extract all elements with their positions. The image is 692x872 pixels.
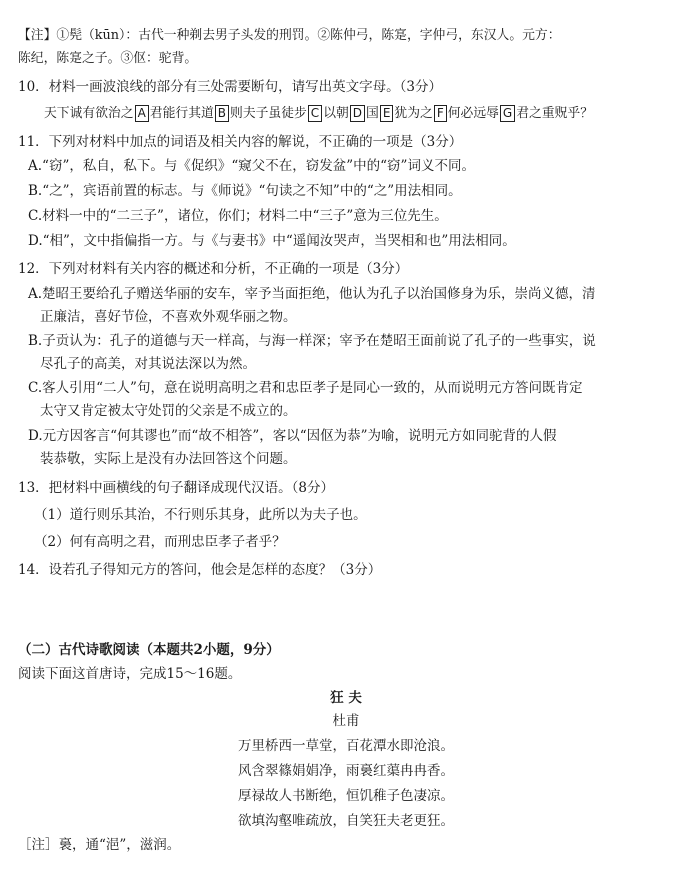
q10-segment: 君之重贶乎？ (516, 106, 593, 121)
poem-line-4: 欲填沟壑唯疏放，自笑狂夫老更狂。 (238, 813, 454, 829)
q12-stem: 12．下列对材料有关内容的概述和分析，不正确的一项是（3分） (18, 261, 409, 277)
poem-line-1: 万里桥西一草堂，百花潭水即沧浪。 (238, 738, 454, 754)
q13-stem: 13．把材料中画横线的句子翻译成现代汉语。（8分） (18, 480, 335, 496)
note-top-line-2: 陈纪，陈寔之子。③伛：驼背。 (18, 51, 198, 66)
q10-segment: 犹为之 (394, 106, 433, 121)
q10-letter-box: F (434, 105, 447, 122)
note-top-line-1: 【注】①髡（kūn）：古代一种剃去男子头发的刑罚。②陈仲弓，陈寔，字仲弓，东汉人。元方： (18, 28, 561, 43)
q10-segment: 国 (366, 106, 379, 121)
q10-segment: 何必远辱 (447, 106, 499, 121)
q12-option-d-line2: 装恭敬，实际上是没有办法回答这个问题。 (40, 451, 297, 467)
q11-option-c: C.材料一中的“二三子”，诸位，你们；材料二中“三子”意为三位先生。 (28, 208, 448, 224)
q10-letter-box: G (500, 105, 515, 122)
q10-passage (44, 104, 593, 124)
poem-line-3: 厚禄故人书断绝，恒饥稚子色凄凉。 (238, 788, 454, 804)
q11-stem: 11．下列对材料中加点的词语及相关内容的解说，不正确的一项是（3分） (18, 134, 463, 150)
poem-title: 狂 夫 (330, 690, 362, 706)
q10-letter-box: E (380, 105, 394, 122)
q10-letter-box: B (215, 105, 229, 122)
poem-author: 杜甫 (332, 713, 360, 729)
section2-instruction: 阅读下面这首唐诗，完成15～16题。 (18, 666, 242, 682)
q13-item-2: （2）何有高明之君，而刑忠臣孝子者乎？ (34, 534, 286, 550)
q12-option-c-line1: C.客人引用“二人”句，意在说明高明之君和忠臣孝子是同心一致的，从而说明元方答问既肯定 (28, 380, 583, 396)
q10-stem: 10．材料一画波浪线的部分有三处需要断句，请写出英文字母。（3分） (18, 79, 443, 95)
q10-segment: 则夫子虽徒步 (230, 106, 307, 121)
section2-heading: （二）古代诗歌阅读（本题共2小题，9分） (18, 642, 280, 658)
q12-option-a-line2: 正廉洁，喜好节俭，不喜欢外观华丽之物。 (40, 309, 297, 325)
q12-option-b-line1: B.子贡认为：孔子的道德与天一样高，与海一样深；宰予在楚昭王面前说了孔子的一些事实，说 (28, 333, 596, 349)
q14-stem: 14．设若孔子得知元方的答问，他会是怎样的态度？（3分） (18, 562, 382, 578)
q10-letter-box: C (308, 105, 322, 122)
q12-option-c-line2: 太守又肯定被太守处罚的父亲是不成立的。 (40, 403, 297, 419)
q10-segment: 天下诚有欲治之 (44, 106, 134, 121)
poem-line-2: 风含翠篠娟娟净，雨裛红蕖冉冉香。 (238, 763, 454, 779)
q11-option-b: B.“之”，宾语前置的标志。与《师说》“句读之不知”中的“之”用法相同。 (28, 183, 462, 199)
q10-letter-box: D (350, 105, 365, 122)
q10-segment: 以朝 (323, 106, 349, 121)
q13-item-1: （1）道行则乐其治，不行则乐其身，此所以为夫子也。 (34, 507, 367, 523)
poem-note: ［注］裛，通“浥”，滋润。 (18, 837, 181, 853)
q12-option-b-line2: 尽孔子的高美，对其说法深以为然。 (40, 356, 256, 372)
q11-option-d: D.“相”，文中指偏指一方。与《与妻书》中“遥闻汝哭声，当哭相和也”用法相同。 (28, 233, 516, 249)
q10-segment: 君能行其道 (149, 106, 214, 121)
q12-option-d-line1: D.元方因客言“何其谬也”而“故不相答”，客以“因伛为恭”为喻，说明元方如同驼背的人假 (28, 428, 557, 444)
q10-letter-box: A (135, 105, 149, 122)
q11-option-a: A.“窃”，私自，私下。与《促织》“窥父不在，窃发盆”中的“窃”词义不同。 (28, 158, 475, 174)
q12-option-a-line1: A.楚昭王要给孔子赠送华丽的安车，宰予当面拒绝，他认为孔子以治国修身为乐，崇尚义德，清 (28, 286, 596, 302)
